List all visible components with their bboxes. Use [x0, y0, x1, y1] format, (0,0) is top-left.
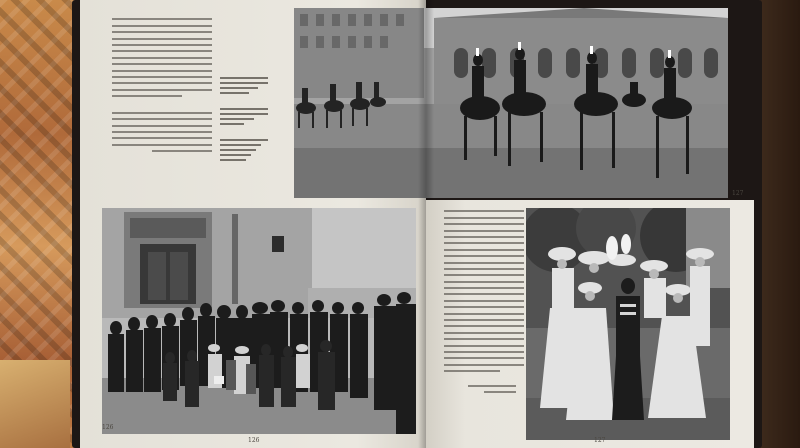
women-in-white-hats-icon: [526, 208, 730, 440]
table-background: [760, 0, 800, 448]
page-number: 126: [248, 437, 260, 444]
photo-caption-column: [220, 74, 268, 164]
running-header: [180, 0, 420, 8]
running-header-right: [432, 0, 732, 8]
book-edge-background: [0, 360, 70, 448]
side-page-number: 127: [732, 190, 744, 197]
right-body-text-block: [444, 206, 524, 398]
right-page: [426, 200, 754, 448]
body-text-block: [112, 14, 212, 157]
cavalry-courtyard-photo: [294, 8, 728, 198]
ladies-in-white-dresses-photo: [526, 208, 730, 440]
page-number: 127: [594, 437, 606, 444]
side-page-number: 126: [102, 424, 114, 431]
crowd-with-children-icon: [102, 208, 416, 434]
horsemen-in-courtyard-icon: [294, 8, 728, 198]
group-with-children-photo: [102, 208, 416, 434]
